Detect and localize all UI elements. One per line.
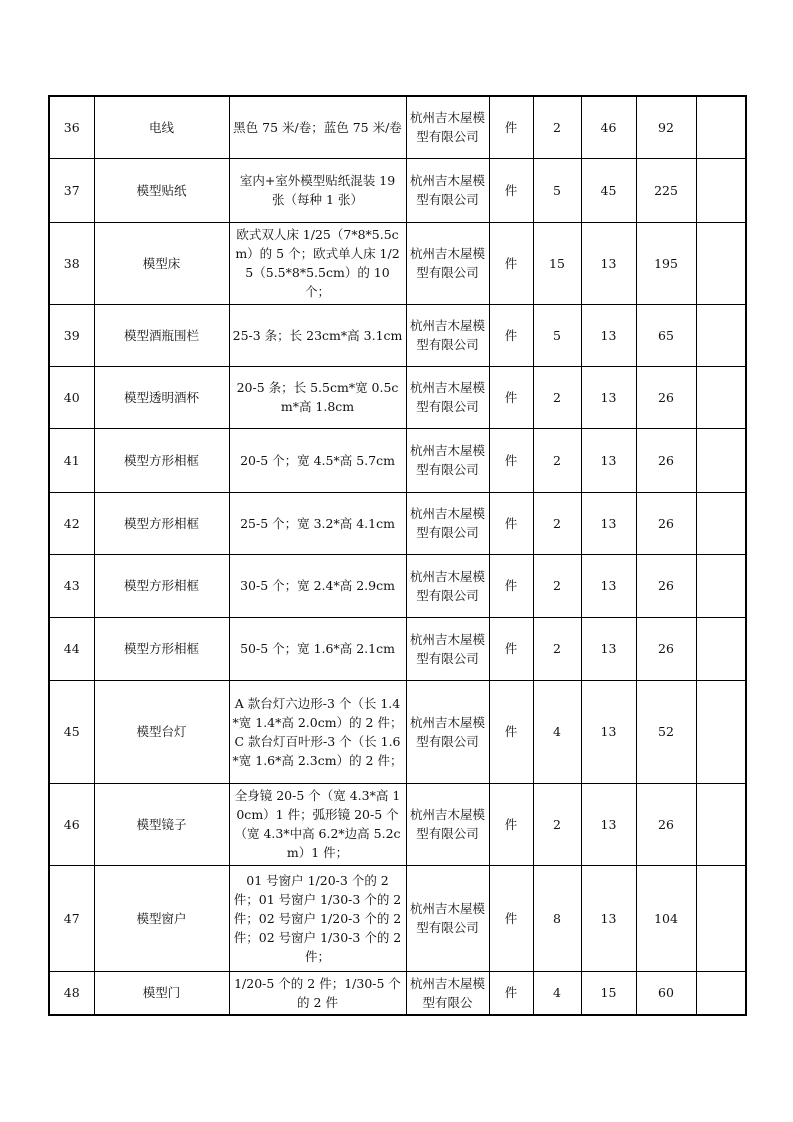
unit-price-cell: 13 [581,617,636,680]
unit-cell: 件 [489,158,533,222]
unit-cell: 件 [489,617,533,680]
table-row [49,428,746,492]
table-row [49,865,746,971]
item-name-cell: 模型镜子 [94,783,229,865]
unit-cell: 件 [489,492,533,554]
total-price-cell: 225 [636,158,696,222]
table-row [49,680,746,783]
row-number-cell: 39 [49,304,94,366]
remark-cell [696,617,746,680]
quantity-cell: 5 [533,304,581,366]
supplier-cell: 杭州吉木屋模型有限公司 [406,617,489,680]
row-number-cell: 40 [49,366,94,428]
unit-price-cell: 13 [581,366,636,428]
supplier-cell: 杭州吉木屋模型有限公司 [406,428,489,492]
supplier-cell: 杭州吉木屋模型有限公司 [406,865,489,971]
row-number-cell: 47 [49,865,94,971]
remark-cell [696,492,746,554]
supplier-cell: 杭州吉木屋模型有限公司 [406,222,489,304]
supplier-cell: 杭州吉木屋模型有限公司 [406,96,489,158]
supplier-cell: 杭州吉木屋模型有限公司 [406,304,489,366]
total-price-cell: 60 [636,971,696,1015]
item-name-cell: 模型床 [94,222,229,304]
item-name-cell: 模型透明酒杯 [94,366,229,428]
unit-price-cell: 13 [581,492,636,554]
quantity-cell: 15 [533,222,581,304]
total-price-cell: 26 [636,783,696,865]
remark-cell [696,971,746,1015]
spec-cell: A 款台灯六边形-3 个（长 1.4*宽 1.4*高 2.0cm）的 2 件；C 款台灯百叶形-3 个（长 1.6*宽 1.6*高 2.3cm）的 2 件； [229,680,406,783]
quantity-cell: 4 [533,680,581,783]
total-price-cell: 26 [636,428,696,492]
remark-cell [696,554,746,617]
remark-cell [696,222,746,304]
row-number-cell: 46 [49,783,94,865]
table-row [49,617,746,680]
total-price-cell: 92 [636,96,696,158]
unit-price-cell: 13 [581,554,636,617]
quantity-cell: 2 [533,96,581,158]
supplier-cell: 杭州吉木屋模型有限公司 [406,783,489,865]
spec-cell: 25-3 条；长 23cm*高 3.1cm [229,304,406,366]
unit-cell: 件 [489,96,533,158]
unit-price-cell: 13 [581,222,636,304]
quantity-cell: 2 [533,428,581,492]
item-name-cell: 模型门 [94,971,229,1015]
supplier-cell: 杭州吉木屋模型有限公 [406,971,489,1015]
table-row [49,366,746,428]
supplier-cell: 杭州吉木屋模型有限公司 [406,158,489,222]
total-price-cell: 195 [636,222,696,304]
spec-cell: 01 号窗户 1/20-3 个的 2 件；01 号窗户 1/30-3 个的 2 件；02 号窗户 1/20-3 个的 2 件；02 号窗户 1/30-3 个的 2 件； [229,865,406,971]
quantity-cell: 2 [533,366,581,428]
total-price-cell: 52 [636,680,696,783]
total-price-cell: 26 [636,617,696,680]
spec-cell: 1/20-5 个的 2 件；1/30-5 个的 2 件 [229,971,406,1015]
unit-cell: 件 [489,428,533,492]
spec-cell: 50-5 个；宽 1.6*高 2.1cm [229,617,406,680]
unit-price-cell: 13 [581,783,636,865]
unit-price-cell: 15 [581,971,636,1015]
item-name-cell: 模型贴纸 [94,158,229,222]
total-price-cell: 104 [636,865,696,971]
table-row [49,783,746,865]
unit-cell: 件 [489,304,533,366]
row-number-cell: 37 [49,158,94,222]
unit-price-cell: 45 [581,158,636,222]
unit-cell: 件 [489,783,533,865]
row-number-cell: 42 [49,492,94,554]
table-row [49,304,746,366]
quantity-cell: 4 [533,971,581,1015]
total-price-cell: 65 [636,304,696,366]
spec-cell: 欧式双人床 1/25（7*8*5.5cm）的 5 个；欧式单人床 1/25（5.5*8*5.5cm）的 10 个； [229,222,406,304]
unit-cell: 件 [489,971,533,1015]
remark-cell [696,158,746,222]
unit-cell: 件 [489,222,533,304]
table-row [49,971,746,1015]
total-price-cell: 26 [636,492,696,554]
unit-price-cell: 46 [581,96,636,158]
table-body [49,96,746,1015]
quantity-cell: 5 [533,158,581,222]
item-name-cell: 模型方形相框 [94,492,229,554]
unit-cell: 件 [489,865,533,971]
spec-cell: 黑色 75 米/卷；蓝色 75 米/卷 [229,96,406,158]
table-row [49,222,746,304]
item-name-cell: 模型窗户 [94,865,229,971]
unit-price-cell: 13 [581,304,636,366]
unit-cell: 件 [489,680,533,783]
unit-price-cell: 13 [581,680,636,783]
row-number-cell: 41 [49,428,94,492]
row-number-cell: 48 [49,971,94,1015]
remark-cell [696,783,746,865]
quantity-cell: 2 [533,783,581,865]
quantity-cell: 2 [533,554,581,617]
unit-cell: 件 [489,366,533,428]
total-price-cell: 26 [636,554,696,617]
quantity-cell: 2 [533,492,581,554]
spec-cell: 全身镜 20-5 个（宽 4.3*高 10cm）1 件；弧形镜 20-5 个（宽 4.3*中高 6.2*边高 5.2cm）1 件； [229,783,406,865]
row-number-cell: 43 [49,554,94,617]
remark-cell [696,680,746,783]
item-name-cell: 模型台灯 [94,680,229,783]
item-name-cell: 模型方形相框 [94,554,229,617]
spec-cell: 室内+室外模型贴纸混装 19 张（每种 1 张） [229,158,406,222]
item-name-cell: 模型方形相框 [94,617,229,680]
remark-cell [696,428,746,492]
table-row [49,158,746,222]
item-name-cell: 模型酒瓶围栏 [94,304,229,366]
spec-cell: 20-5 条；长 5.5cm*宽 0.5cm*高 1.8cm [229,366,406,428]
remark-cell [696,96,746,158]
supplier-cell: 杭州吉木屋模型有限公司 [406,492,489,554]
unit-price-cell: 13 [581,428,636,492]
table-row [49,492,746,554]
item-name-cell: 模型方形相框 [94,428,229,492]
total-price-cell: 26 [636,366,696,428]
supplier-cell: 杭州吉木屋模型有限公司 [406,366,489,428]
row-number-cell: 36 [49,96,94,158]
row-number-cell: 44 [49,617,94,680]
table-row [49,96,746,158]
spec-cell: 30-5 个；宽 2.4*高 2.9cm [229,554,406,617]
supplier-cell: 杭州吉木屋模型有限公司 [406,554,489,617]
unit-price-cell: 13 [581,865,636,971]
supplier-cell: 杭州吉木屋模型有限公司 [406,680,489,783]
remark-cell [696,304,746,366]
item-name-cell: 电线 [94,96,229,158]
remark-cell [696,366,746,428]
procurement-table [48,95,747,1016]
quantity-cell: 8 [533,865,581,971]
spec-cell: 25-5 个；宽 3.2*高 4.1cm [229,492,406,554]
row-number-cell: 45 [49,680,94,783]
unit-cell: 件 [489,554,533,617]
spec-cell: 20-5 个；宽 4.5*高 5.7cm [229,428,406,492]
row-number-cell: 38 [49,222,94,304]
table-row [49,554,746,617]
remark-cell [696,865,746,971]
quantity-cell: 2 [533,617,581,680]
